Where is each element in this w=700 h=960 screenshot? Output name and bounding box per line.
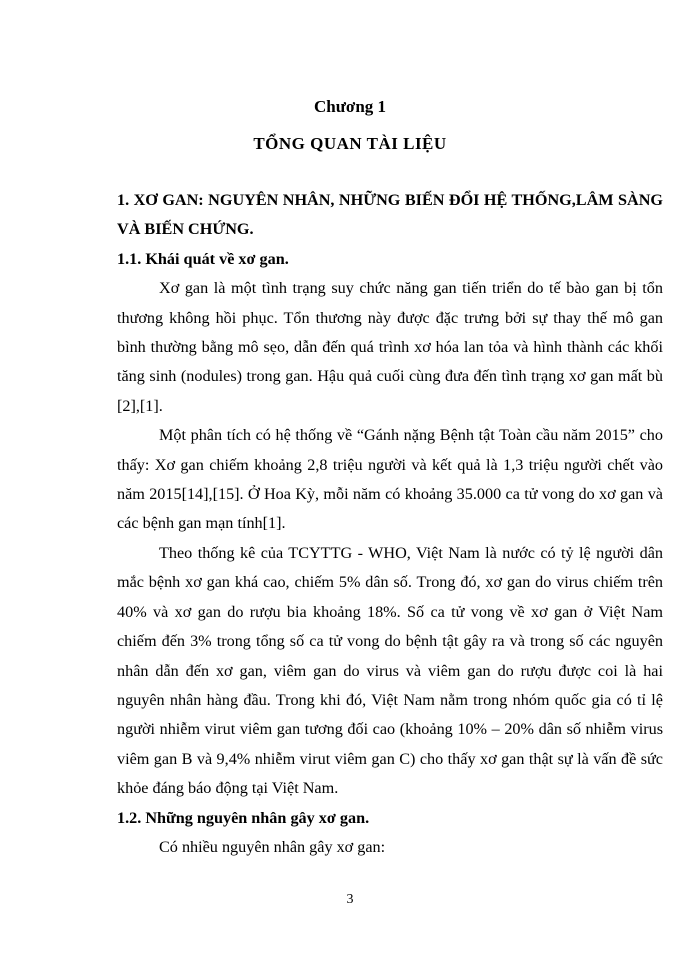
chapter-title: TỔNG QUAN TÀI LIỆU: [253, 134, 447, 153]
page-number: 3: [346, 892, 354, 907]
paragraph-vietnam-stats: Theo thống kê của TCYTTG - WHO, Việt Nam là nước có tỷ lệ người dân mắc bệnh xơ gan khá cao, chiếm 5% dân số. Trong đó, xơ gan do virus chiếm trên 40% và xơ gan do rượu bia khoảng 18%. Số ca tử vong về xơ gan ở Việt Nam chiếm đến 3% trong tổng số ca tử vong do bệnh tật gây ra và trong số các nguyên nhân dẫn đến xơ gan, viêm gan do virus và viêm gan do rượu được coi là hai nguyên nhân hàng đầu. Trong khi đó, Việt Nam nằm trong nhóm quốc gia có tỉ lệ người nhiễm virut viêm gan tương đối cao (khoảng 10% – 20% dân số nhiễm virus viêm gan B và 9,4% nhiễm virut viêm gan C) cho thấy xơ gan thật sự là vấn đề sức khỏe đáng báo động tại Việt Nam.: [117, 543, 663, 798]
section-1-2-heading: 1.2. Những nguyên nhân gây xơ gan.: [117, 808, 370, 827]
paragraph-causes-intro: Có nhiều nguyên nhân gây xơ gan:: [159, 837, 386, 856]
chapter-number: Chương 1: [313, 97, 387, 116]
document-body: [117, 186, 663, 862]
paragraph-global-burden: Một phân tích có hệ thống về “Gánh nặng Bệnh tật Toàn cầu năm 2015” cho thấy: Xơ gan chiếm khoảng 2,8 triệu người và kết quả là 1,3 triệu người chết vào năm 2015[14],[15]. Ở Hoa Kỳ, mỗi năm có khoảng 35.000 ca tử vong do xơ gan và các bệnh gan mạn tính[1].: [117, 426, 663, 533]
paragraph-definition: Xơ gan là một tình trạng suy chức năng gan tiến triển do tế bào gan bị tổn thương không hồi phục. Tổn thương này được đặc trưng bởi sự thay thế mô gan bình thường bằng mô sẹo, dẫn đến quá trình xơ hóa lan tỏa và hình thành các khối tăng sinh (nodules) trong gan. Hậu quả cuối cùng đưa đến tình trạng xơ gan mất bù [2],[1].: [117, 279, 663, 415]
section-1-1-heading: 1.1. Khái quát về xơ gan.: [117, 249, 289, 268]
section-1-heading: 1. XƠ GAN: NGUYÊN NHÂN, NHỮNG BIẾN ĐỔI HỆ THỐNG,LÂM SÀNG VÀ BIẾN CHỨNG.: [117, 191, 663, 239]
